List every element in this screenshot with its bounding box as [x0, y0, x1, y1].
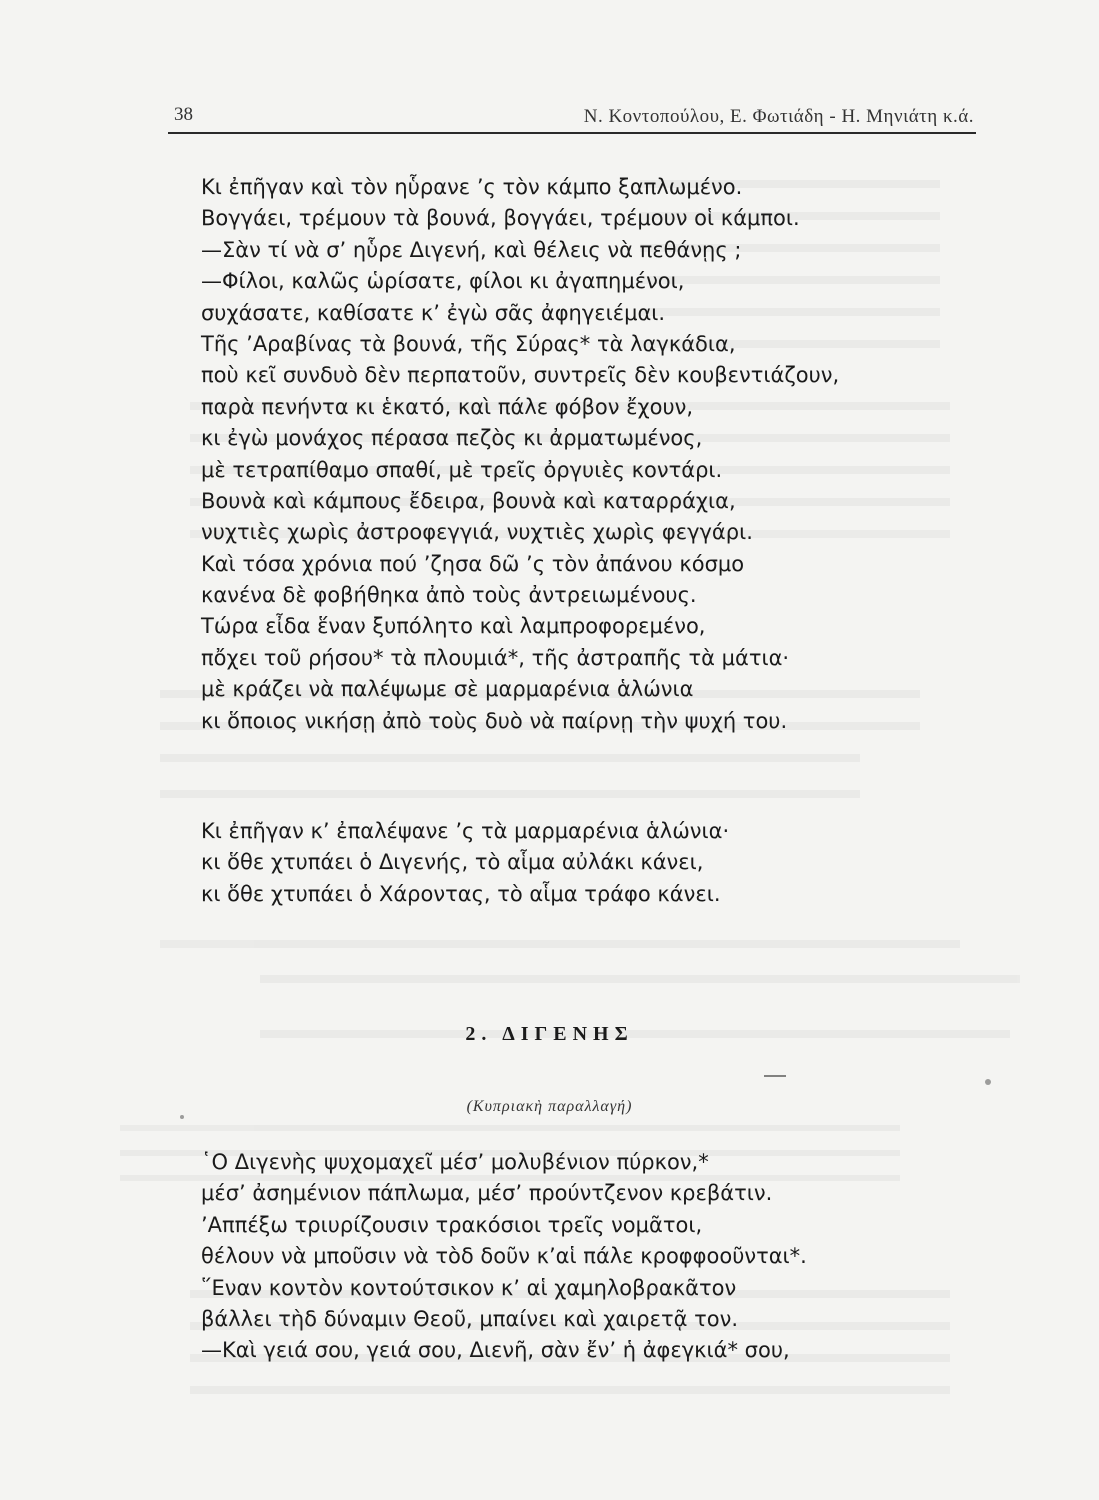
verse-line: Κι ἐπῆγαν καὶ τὸν ηὗρανε ’ς τὸν κάμπο ξαπλωμένο. — [201, 175, 743, 199]
verse-line: κι ὅθε χτυπάει ὁ Χάροντας, τὸ αἷμα τράφο κάνει. — [201, 881, 721, 906]
verse-line: Τῆς ’Αραβίνας τὰ βουνά, τῆς Σύρας* τὰ λαγκάδια, — [201, 331, 736, 356]
verse-line: —Καὶ γειά σου, γειά σου, Διενῆ, σὰν ἔν’ ἡ ἀφεγκιά* σου, — [201, 1338, 790, 1363]
verse-line: Καὶ τόσα χρόνια πού ’ζησα δῶ ’ς τὸν ἀπάνου κόσμο — [201, 551, 745, 576]
verse-line: Βογγάει, τρέμουν τὰ βουνά, βογγάει, τρέμουν οἱ κάμποι. — [201, 206, 800, 231]
verse-line: συχάσατε, καθίσατε κ’ ἐγὼ σᾶς ἀφηγειέμαι. — [201, 300, 666, 325]
verse-line: κι ὅποιος νικήσῃ ἀπὸ τοὺς δυὸ νὰ παίρνῃ τὴν ψυχή του. — [201, 708, 788, 733]
poem-stanza-1 — [201, 172, 839, 737]
verse-line: μέσ’ ἀσημένιον πάπλωμα, μέσ’ προύντζενον κρεβάτιν. — [201, 1181, 773, 1206]
verse-line: —Σὰν τί νὰ σ’ ηὗρε Διγενή, καὶ θέλεις νὰ πεθάνῃς ; — [201, 237, 742, 262]
verse-line: μὲ τετραπίθαμο σπαθί, μὲ τρεῖς ὀργυιὲς κοντάρι. — [201, 457, 723, 482]
verse-line: Βουνὰ καὶ κάμπους ἔδειρα, βουνὰ καὶ καταρράχια, — [201, 488, 736, 513]
verse-line: θέλουν νὰ μποῦσιν νὰ τὸδ δοῦν κ’αἱ πάλε κροφφοοῦνται*. — [201, 1244, 807, 1269]
poem-stanza-3 — [201, 1147, 807, 1367]
verse-line: Τώρα εἶδα ἕναν ξυπόλητο καὶ λαμπροφορεμένο, — [201, 614, 706, 639]
verse-line: μὲ κράζει νὰ παλέψωμε σὲ μαρμαρένια ἁλώνια — [201, 677, 694, 702]
poem-stanza-2 — [201, 816, 729, 910]
verse-line: παρὰ πενήντα κι ἑκατό, καὶ πάλε φόβον ἔχουν, — [201, 394, 694, 419]
page-number: 38 — [174, 104, 193, 125]
verse-line: νυχτιὲς χωρὶς ἀστροφεγγιά, νυχτιὲς χωρὶς φεγγάρι. — [201, 520, 753, 545]
verse-line: κι ὅθε χτυπάει ὁ Διγενής, τὸ αἷμα αὐλάκι κάνει, — [201, 850, 704, 875]
verse-line: ῞Εναν κοντὸν κοντούτσικον κ’ αἱ χαμηλοβρακᾶτον — [201, 1275, 737, 1300]
verse-line: πὄχει τοῦ ρήσου* τὰ πλουμιά*, τῆς ἀστραπῆς τὰ μάτια· — [201, 645, 790, 670]
section-subheading: (Κυπριακὴ παραλλαγή) — [466, 1098, 633, 1115]
verse-line: —Φίλοι, καλῶς ὡρίσατε, φίλοι κι ἀγαπημένοι, — [201, 269, 685, 294]
verse-line: ποὺ κεῖ συνδυὸ δὲν περπατοῦν, συντρεῖς δὲν κουβεντιάζουν, — [201, 363, 840, 388]
running-title: Ν. Κοντοπούλου, Ε. Φωτιάδη - Η. Μηνιάτη κ.ά. — [583, 106, 974, 127]
verse-line: κανένα δὲ φοβήθηκα ἀπὸ τοὺς ἀντρειωμένους. — [201, 583, 697, 608]
verse-line: ῾Ο Διγενὴς ψυχομαχεῖ μέσ’ μολυβένιον πύρκον,* — [201, 1150, 709, 1174]
running-header — [168, 100, 976, 134]
section-heading: 2. ΔΙΓΕΝΗΣ — [465, 1023, 634, 1045]
verse-line: ’Αππέξω τριυρίζουσιν τρακόσιοι τρεῖς νομᾶτοι, — [201, 1212, 703, 1237]
verse-line: κι ἐγὼ μονάχος πέρασα πεζὸς κι ἀρματωμένος, — [201, 426, 703, 451]
verse-line: βάλλει τὴδ δύναμιν Θεοῦ, μπαίνει καὶ χαιρετᾷ τον. — [201, 1306, 739, 1331]
verse-line: Κι ἐπῆγαν κ’ ἐπαλέψανε ’ς τὰ μαρμαρένια ἁλώνια· — [201, 819, 730, 843]
